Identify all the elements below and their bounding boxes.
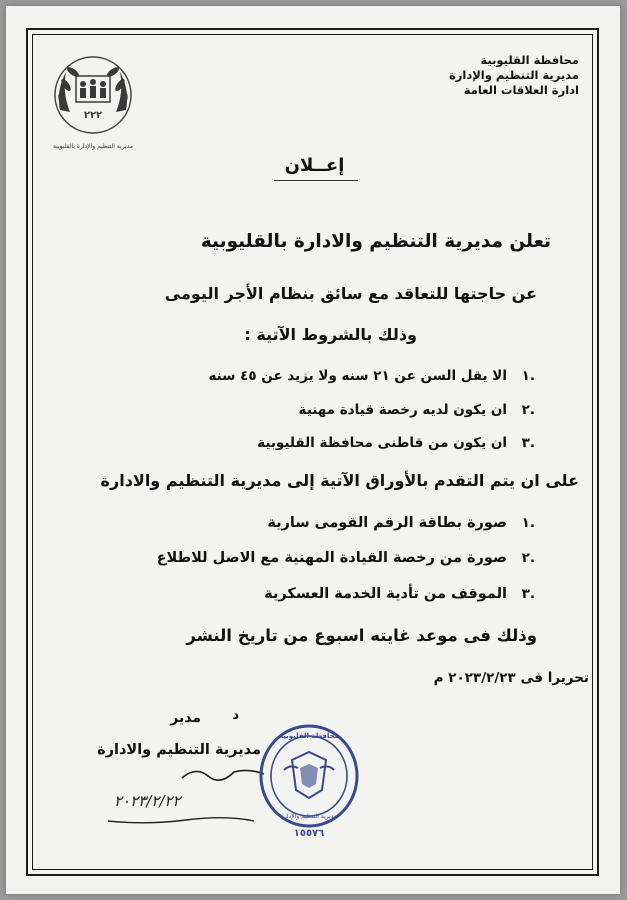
stamp-bottom-text: مديرية التنظيم والإدارة <box>280 813 338 820</box>
header-governorate: محافظة القليوبية <box>480 53 579 67</box>
signature-prefix: د <box>232 708 239 723</box>
header-directorate: مديرية التنظيم والإدارة <box>448 68 579 82</box>
condition-num-1: .١ <box>521 368 535 384</box>
header-department: ادارة العلاقات العامة <box>463 83 579 97</box>
document-num-3: .٣ <box>521 586 535 602</box>
title-underline <box>274 180 358 181</box>
official-stamp <box>254 720 364 840</box>
stamp-serial: ١٥٥٧٦ <box>293 828 325 839</box>
svg-text:٢٢٢: ٢٢٢ <box>83 110 103 121</box>
announcement-line-3: وذلك بالشروط الآتية : <box>244 325 417 344</box>
stamp-ring-text: محافظة القليوبية <box>279 732 339 740</box>
deadline-line: وذلك فى موعد غايته اسبوع من تاريخ النشر <box>186 626 537 645</box>
document-num-1: .١ <box>521 515 535 531</box>
document-num-2: .٢ <box>521 550 535 566</box>
announcement-title: إعــلان <box>284 155 345 176</box>
document-page <box>6 6 620 894</box>
documents-intro: على ان يتم التقدم بالأوراق الآتية إلى مديرية التنظيم والادارة <box>100 471 579 490</box>
page-border <box>26 28 599 876</box>
condition-2: ان يكون لديه رخصة قيادة مهنية <box>298 402 507 418</box>
announcement-line-2: عن حاجتها للتعاقد مع سائق بنظام الأجر اليومى <box>164 284 537 303</box>
logo-caption: مديرية التنظيم والإدارة بالقليوبية <box>52 143 134 150</box>
announcement-line-1: تعلن مديرية التنظيم والادارة بالقليوبية <box>200 231 551 252</box>
handwritten-date: ٢٠٢٣/٢/٢٢ <box>114 792 181 810</box>
document-2: صورة من رخصة القيادة المهنية مع الاصل للاطلاع <box>156 550 507 566</box>
handwritten-underline <box>106 812 256 831</box>
issue-date: تحريرا فى ٢٠٢٣/٢/٢٣ م <box>433 670 589 686</box>
condition-num-3: .٣ <box>521 435 535 451</box>
document-3: الموقف من تأدية الخدمة العسكرية <box>264 586 507 602</box>
signature-title: مدير <box>170 710 201 726</box>
condition-1: الا يقل السن عن ٢١ سنه ولا يزيد عن ٤٥ سنه <box>208 368 507 384</box>
condition-num-2: .٢ <box>521 402 535 418</box>
signature-department: مديرية التنظيم والادارة <box>97 742 261 758</box>
directorate-logo <box>50 50 136 162</box>
condition-3: ان يكون من قاطنى محافظة القليوبية <box>257 435 507 451</box>
document-1: صورة بطاقة الرقم القومى سارية <box>267 515 507 531</box>
